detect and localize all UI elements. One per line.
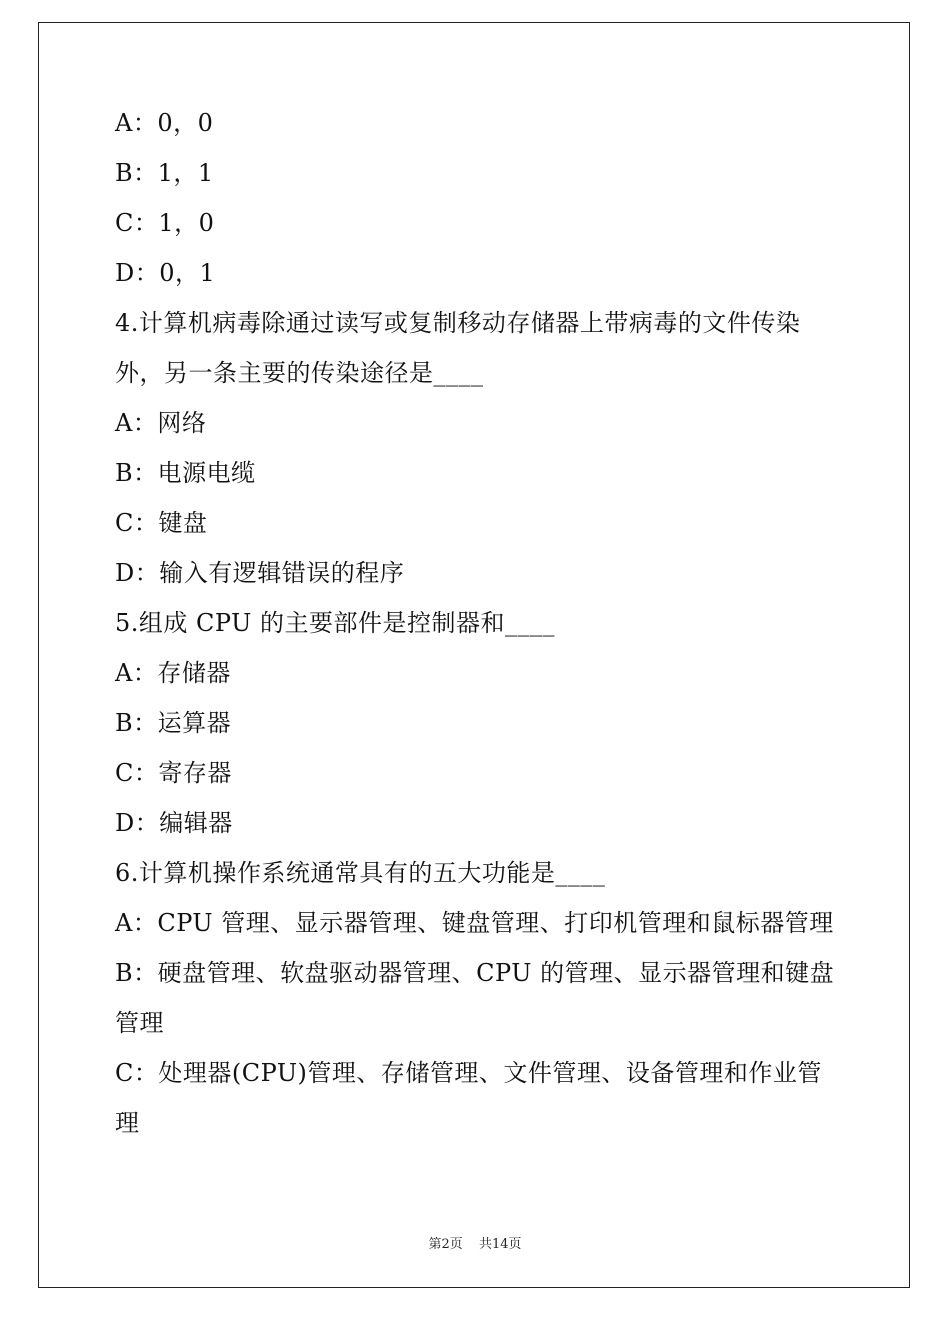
option-b-q5: B：运算器 bbox=[115, 709, 232, 737]
question-4-line-1: 4.计算机病毒除通过读写或复制移动存储器上带病毒的文件传染 bbox=[115, 309, 801, 337]
option-c-q4: C：键盘 bbox=[115, 509, 208, 537]
option-a-q5: A：存储器 bbox=[115, 659, 231, 687]
option-c-q6-line-2: 理 bbox=[115, 1109, 140, 1137]
option-b-q6-line-1: B：硬盘管理、软盘驱动器管理、CPU 的管理、显示器管理和键盘 bbox=[115, 959, 835, 987]
option-b-q4: B：电源电缆 bbox=[115, 459, 256, 487]
option-c-q6-line-1: C：处理器(CPU)管理、存储管理、文件管理、设备管理和作业管 bbox=[115, 1059, 822, 1087]
option-c-q3: C：1，0 bbox=[115, 209, 215, 237]
option-b-q3: B：1，1 bbox=[115, 159, 214, 187]
page-footer bbox=[0, 1233, 950, 1252]
option-d-q3: D：0，1 bbox=[115, 259, 216, 287]
page-number: 第2页 bbox=[428, 1237, 463, 1252]
option-a-q3: A：0，0 bbox=[115, 109, 214, 137]
document-body bbox=[115, 98, 845, 1148]
option-d-q5: D：编辑器 bbox=[115, 809, 233, 837]
option-d-q4: D：输入有逻辑错误的程序 bbox=[115, 559, 405, 587]
page-total: 共14页 bbox=[478, 1237, 522, 1252]
option-a-q4: A：网络 bbox=[115, 409, 207, 437]
option-b-q6-line-2: 管理 bbox=[115, 1009, 164, 1037]
option-a-q6: A：CPU 管理、显示器管理、键盘管理、打印机管理和鼠标器管理 bbox=[115, 909, 834, 937]
option-c-q5: C：寄存器 bbox=[115, 759, 232, 787]
question-4-line-2: 外，另一条主要的传染途径是____ bbox=[115, 359, 484, 387]
question-6: 6.计算机操作系统通常具有的五大功能是____ bbox=[115, 859, 606, 887]
question-5: 5.组成 CPU 的主要部件是控制器和____ bbox=[115, 609, 555, 637]
